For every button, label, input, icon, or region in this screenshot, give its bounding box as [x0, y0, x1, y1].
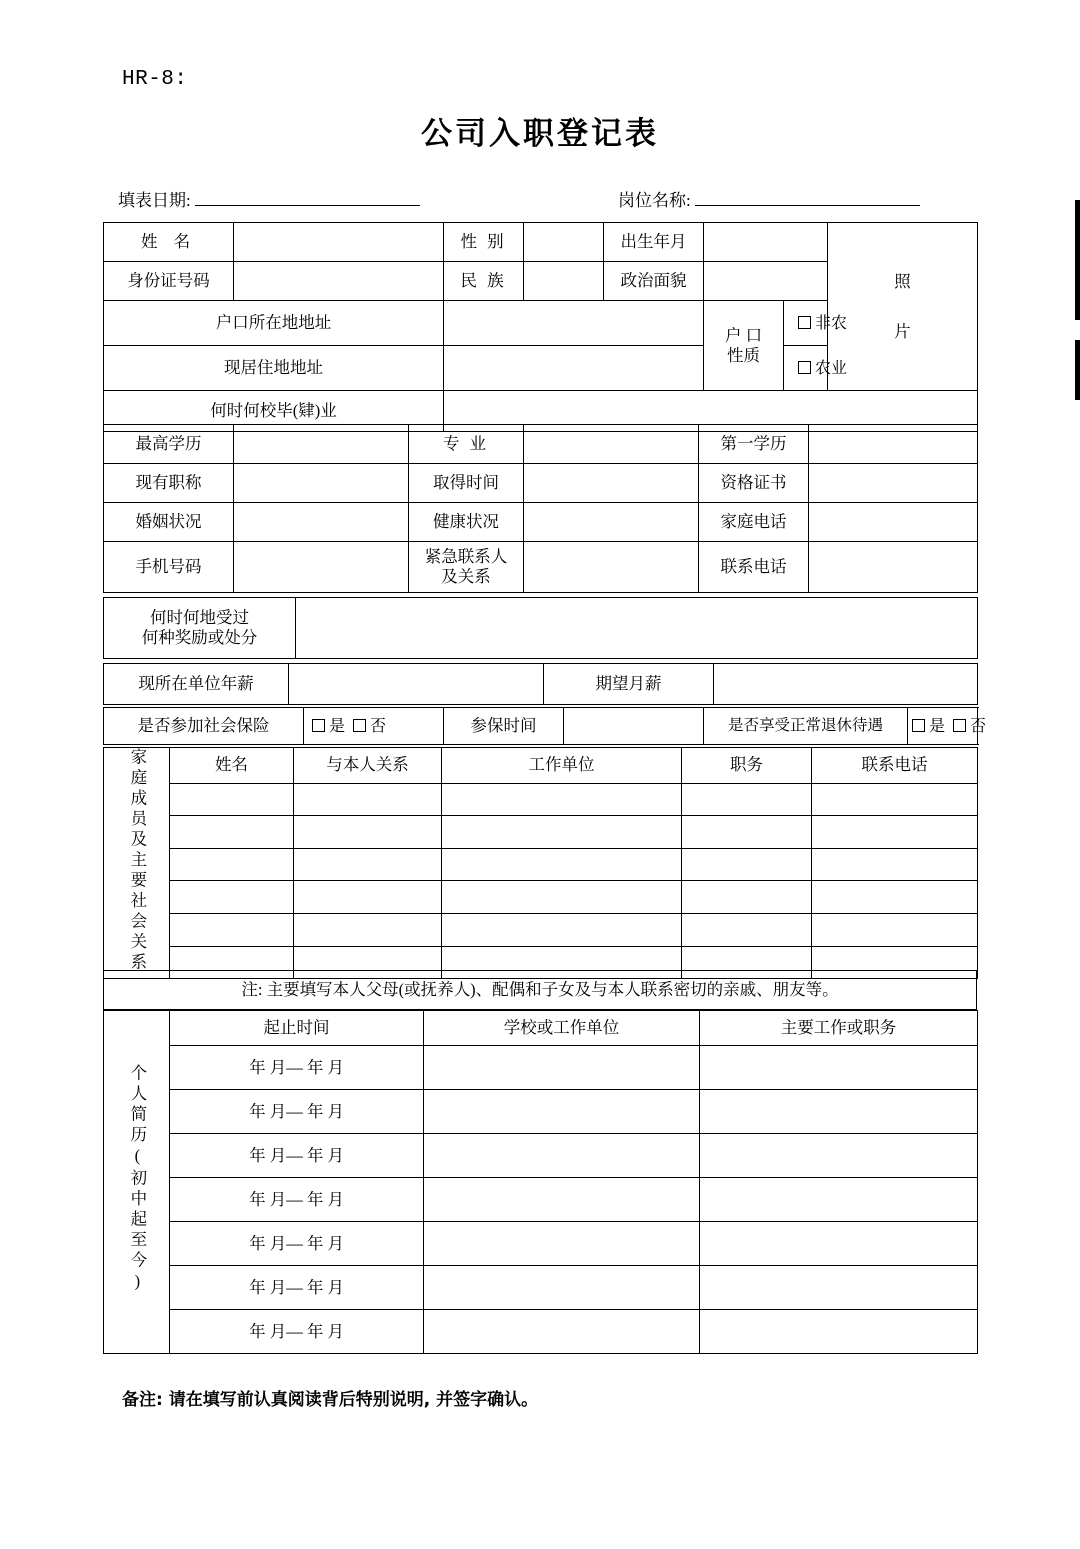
certificate-label: 资格证书 — [699, 464, 809, 503]
resume-cell-period[interactable]: 年 月— 年 月 — [170, 1178, 424, 1222]
political-status-label: 政治面貌 — [604, 262, 704, 301]
fill-date-input[interactable] — [195, 189, 420, 206]
mobile-label: 手机号码 — [104, 542, 234, 593]
family-cell-relation[interactable] — [294, 816, 442, 849]
family-cell-name[interactable] — [170, 848, 294, 881]
retire-no-label: 否 — [970, 717, 987, 735]
resume-cell-duty[interactable] — [700, 1046, 978, 1090]
table-row — [104, 881, 978, 914]
retirement-options[interactable] — [908, 708, 987, 745]
family-cell-name[interactable] — [170, 914, 294, 947]
gender-input[interactable] — [524, 223, 604, 262]
fill-date-field[interactable] — [118, 186, 420, 211]
family-cell-workplace[interactable] — [442, 848, 682, 881]
checkbox-icon[interactable] — [798, 316, 811, 329]
current-salary-label: 现所在单位年薪 — [104, 664, 289, 705]
table-row — [104, 1011, 978, 1046]
obtain-time-label: 取得时间 — [409, 464, 524, 503]
awards-label — [104, 598, 296, 659]
resume-cell-org[interactable] — [424, 1046, 700, 1090]
household-type-label — [704, 301, 784, 391]
resume-side-label — [104, 1011, 170, 1354]
resume-cell-duty[interactable] — [700, 1178, 978, 1222]
resume-cell-period[interactable]: 年 月— 年 月 — [170, 1046, 424, 1090]
household-type-label-line2: 性质 — [727, 345, 760, 365]
salary-table — [103, 663, 978, 705]
current-address-label: 现居住地地址 — [104, 346, 444, 391]
fill-date-label: 填表日期: — [118, 191, 191, 210]
checkbox-icon[interactable] — [912, 719, 925, 732]
family-cell-relation[interactable] — [294, 783, 442, 816]
family-cell-relation[interactable] — [294, 881, 442, 914]
resume-cell-duty[interactable] — [700, 1222, 978, 1266]
highest-degree-label: 最高学历 — [104, 425, 234, 464]
family-cell-workplace[interactable] — [442, 783, 682, 816]
resume-cell-period[interactable]: 年 月— 年 月 — [170, 1134, 424, 1178]
health-status-label: 健康状况 — [409, 503, 524, 542]
current-title-input[interactable] — [234, 464, 409, 503]
contact-phone-input[interactable] — [809, 542, 978, 593]
resume-cell-duty[interactable] — [700, 1266, 978, 1310]
social-yes-label: 是 — [329, 717, 346, 735]
obtain-time-input[interactable] — [524, 464, 699, 503]
expected-salary-input[interactable] — [714, 664, 978, 705]
family-header-phone: 联系电话 — [812, 748, 978, 784]
table-row — [104, 748, 978, 784]
social-insurance-label: 是否参加社会保险 — [104, 708, 304, 745]
family-cell-phone[interactable] — [812, 783, 978, 816]
table-row — [104, 1090, 978, 1134]
education-contact-table — [103, 424, 978, 593]
table-row — [104, 464, 978, 503]
table-row — [104, 503, 978, 542]
health-status-input[interactable] — [524, 503, 699, 542]
name-label: 姓 名 — [104, 223, 234, 262]
home-phone-input[interactable] — [809, 503, 978, 542]
photo-label-line2: 片 — [894, 321, 911, 341]
insurance-table — [103, 707, 987, 745]
retire-yes-label: 是 — [929, 717, 946, 735]
resume-cell-period[interactable]: 年 月— 年 月 — [170, 1222, 424, 1266]
emergency-contact-input[interactable] — [524, 542, 699, 593]
table-row — [104, 1310, 978, 1354]
footer-note: 备注: 请在填写前认真阅读背后特别说明, 并签字确认。 — [122, 1390, 539, 1410]
resume-cell-duty[interactable] — [700, 1134, 978, 1178]
table-row — [104, 783, 978, 816]
table-row — [104, 1266, 978, 1310]
table-row — [104, 1134, 978, 1178]
table-row — [104, 301, 978, 346]
family-cell-phone[interactable] — [812, 881, 978, 914]
certificate-input[interactable] — [809, 464, 978, 503]
emergency-contact-label — [409, 542, 524, 593]
major-input[interactable] — [524, 425, 699, 464]
household-address-input[interactable] — [444, 301, 704, 346]
household-type-agri-option[interactable] — [784, 346, 978, 391]
name-input[interactable] — [234, 223, 444, 262]
household-type-label-line1: 户 口 — [724, 325, 763, 345]
family-cell-relation[interactable] — [294, 914, 442, 947]
page-title: 公司入职登记表 — [421, 116, 659, 152]
family-cell-workplace[interactable] — [442, 914, 682, 947]
political-status-input[interactable] — [704, 262, 828, 301]
resume-cell-org[interactable] — [424, 1310, 700, 1354]
family-relations-table — [103, 747, 978, 979]
table-row — [104, 542, 978, 593]
family-cell-position[interactable] — [682, 881, 812, 914]
family-cell-name[interactable] — [170, 881, 294, 914]
id-number-input[interactable] — [234, 262, 444, 301]
first-degree-label: 第一学历 — [699, 425, 809, 464]
insure-time-label: 参保时间 — [444, 708, 564, 745]
first-degree-input[interactable] — [809, 425, 978, 464]
household-agri-label: 农业 — [815, 359, 848, 377]
family-header-position: 职务 — [682, 748, 812, 784]
contact-phone-label: 联系电话 — [699, 542, 809, 593]
awards-label-line2: 何种奖励或处分 — [141, 628, 258, 647]
family-note-table — [103, 970, 977, 1010]
position-label: 岗位名称: — [618, 191, 691, 210]
page-edge-mark — [1075, 340, 1080, 400]
family-cell-phone[interactable] — [812, 914, 978, 947]
marital-status-label: 婚姻状况 — [104, 503, 234, 542]
emergency-contact-label-line1: 紧急联系人 — [424, 547, 508, 567]
form-code: HR-8: — [122, 68, 188, 91]
resume-side-label-text: 个人简历(初中起至今) — [127, 1064, 147, 1295]
awards-label-line1: 何时何地受过 — [150, 608, 249, 628]
table-row — [104, 223, 978, 262]
table-row — [104, 708, 978, 745]
meta-row — [118, 186, 968, 212]
table-row — [104, 1178, 978, 1222]
resume-cell-org[interactable] — [424, 1178, 700, 1222]
family-cell-name[interactable] — [170, 783, 294, 816]
resume-cell-org[interactable] — [424, 1090, 700, 1134]
resume-header-period: 起止时间 — [170, 1011, 424, 1046]
basic-info-table — [103, 222, 978, 432]
family-cell-workplace[interactable] — [442, 881, 682, 914]
position-input[interactable] — [695, 189, 920, 206]
resume-header-org: 学校或工作单位 — [424, 1011, 700, 1046]
ethnicity-label: 民 族 — [444, 262, 524, 301]
id-number-label: 身份证号码 — [104, 262, 234, 301]
table-row — [104, 848, 978, 881]
family-cell-position[interactable] — [682, 848, 812, 881]
family-side-label-text: 家庭成员及主要社会关系 — [127, 748, 147, 974]
awards-input[interactable] — [296, 598, 978, 659]
household-address-label: 户口所在地地址 — [104, 301, 444, 346]
checkbox-icon[interactable] — [312, 719, 325, 732]
family-cell-name[interactable] — [170, 816, 294, 849]
photo-label-line1: 照 — [894, 271, 911, 291]
highest-degree-input[interactable] — [234, 425, 409, 464]
family-side-label — [104, 748, 170, 979]
resume-table — [103, 1010, 978, 1354]
resume-cell-period[interactable]: 年 月— 年 月 — [170, 1310, 424, 1354]
family-cell-phone[interactable] — [812, 848, 978, 881]
checkbox-icon[interactable] — [953, 719, 966, 732]
current-address-input[interactable] — [444, 346, 704, 391]
resume-cell-org[interactable] — [424, 1222, 700, 1266]
family-cell-position[interactable] — [682, 783, 812, 816]
family-header-relation: 与本人关系 — [294, 748, 442, 784]
family-note-text: 注: 主要填写本人父母(或抚养人)、配偶和子女及与本人联系密切的亲戚、朋友等。 — [104, 971, 977, 1010]
page-edge-mark — [1075, 200, 1080, 320]
resume-cell-duty[interactable] — [700, 1310, 978, 1354]
family-cell-position[interactable] — [682, 914, 812, 947]
resume-cell-org[interactable] — [424, 1266, 700, 1310]
mobile-input[interactable] — [234, 542, 409, 593]
table-row — [104, 816, 978, 849]
resume-header-duty: 主要工作或职务 — [700, 1011, 978, 1046]
checkbox-icon[interactable] — [798, 361, 811, 374]
table-row — [104, 914, 978, 947]
expected-salary-label: 期望月薪 — [544, 664, 714, 705]
table-row — [104, 598, 978, 659]
ethnicity-input[interactable] — [524, 262, 604, 301]
major-label: 专 业 — [409, 425, 524, 464]
awards-table — [103, 597, 978, 659]
table-row — [104, 664, 978, 705]
birth-input[interactable] — [704, 223, 828, 262]
family-cell-relation[interactable] — [294, 848, 442, 881]
social-no-label: 否 — [370, 717, 387, 735]
resume-cell-org[interactable] — [424, 1134, 700, 1178]
checkbox-icon[interactable] — [353, 719, 366, 732]
table-row — [104, 346, 978, 391]
current-title-label: 现有职称 — [104, 464, 234, 503]
graduation-label: 何时何校毕(肄)业 — [104, 391, 444, 432]
family-cell-workplace[interactable] — [442, 816, 682, 849]
table-row — [104, 1222, 978, 1266]
social-insurance-options[interactable] — [304, 708, 444, 745]
household-type-nonagri-option[interactable] — [784, 301, 978, 346]
table-row — [104, 425, 978, 464]
retirement-label: 是否享受正常退休待遇 — [704, 708, 908, 745]
table-row — [104, 1046, 978, 1090]
family-header-workplace: 工作单位 — [442, 748, 682, 784]
household-nonagri-label: 非农 — [815, 314, 848, 332]
insure-time-input[interactable] — [564, 708, 704, 745]
resume-cell-duty[interactable] — [700, 1090, 978, 1134]
table-row — [104, 971, 977, 1010]
position-field[interactable] — [618, 186, 920, 211]
resume-cell-period[interactable]: 年 月— 年 月 — [170, 1266, 424, 1310]
family-cell-position[interactable] — [682, 816, 812, 849]
current-salary-input[interactable] — [289, 664, 544, 705]
marital-status-input[interactable] — [234, 503, 409, 542]
emergency-contact-label-line2: 及关系 — [441, 567, 491, 586]
resume-cell-period[interactable]: 年 月— 年 月 — [170, 1090, 424, 1134]
family-cell-phone[interactable] — [812, 816, 978, 849]
gender-label: 性 别 — [444, 223, 524, 262]
home-phone-label: 家庭电话 — [699, 503, 809, 542]
family-header-name: 姓名 — [170, 748, 294, 784]
birth-label: 出生年月 — [604, 223, 704, 262]
